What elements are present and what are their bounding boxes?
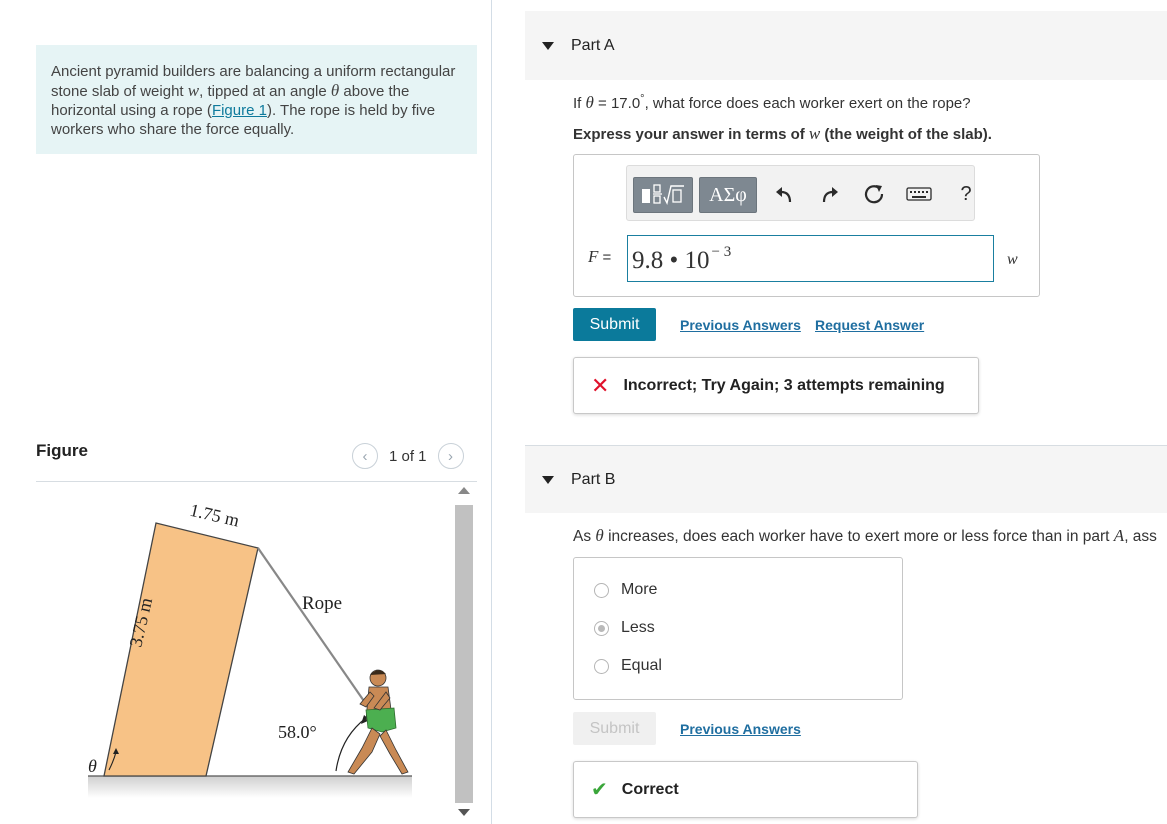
undo-icon[interactable]	[771, 180, 797, 208]
answer-box	[573, 154, 1040, 297]
problem-statement	[36, 45, 477, 154]
var-w: w	[187, 81, 200, 100]
figure-scrollbar[interactable]	[454, 483, 474, 824]
answer-label: F =	[588, 247, 612, 266]
check-icon: ✔	[591, 779, 608, 801]
part-b-feedback	[573, 761, 918, 818]
keyboard-icon[interactable]	[905, 180, 933, 208]
scroll-up-icon[interactable]	[458, 487, 470, 494]
label-rope: Rope	[302, 593, 343, 614]
greek-symbols-button[interactable]: ΑΣφ	[699, 177, 757, 213]
problem-text-b: , tipped at an angle	[199, 83, 331, 100]
option-equal[interactable]: Equal	[594, 657, 662, 675]
collapse-triangle-icon	[542, 42, 554, 50]
var-theta: θ	[330, 81, 340, 100]
slab-diagram	[36, 482, 448, 824]
figure-canvas	[36, 482, 448, 824]
figure-title: Figure	[36, 441, 88, 460]
part-b-previous-answers-link[interactable]: Previous Answers	[680, 721, 801, 737]
figure-pager	[352, 443, 464, 469]
redo-icon[interactable]	[817, 180, 843, 208]
answer-input[interactable]: 9.8 • 10 $^{- 3}$	[627, 235, 994, 282]
ground	[88, 776, 412, 798]
right-panel	[492, 0, 1167, 824]
problem-text-a: Ancient pyramid builders are balancing a uniform rectangular stone slab of weight	[51, 63, 456, 100]
part-b-header[interactable]	[525, 446, 1167, 513]
part-a-feedback	[573, 357, 979, 414]
request-answer-link[interactable]: Request Answer	[815, 317, 925, 333]
chevron-right-icon: ›	[448, 447, 454, 465]
scroll-down-icon[interactable]	[458, 809, 470, 816]
part-b-options	[573, 557, 903, 700]
part-b-submit-button[interactable]: Submit	[573, 712, 656, 745]
part-a-submit-button[interactable]: Submit	[573, 308, 656, 341]
math-toolbar	[626, 165, 975, 221]
label-angle: 58.0°	[278, 722, 317, 742]
stone-slab	[104, 523, 258, 776]
label-width: 1.75 m	[187, 499, 242, 531]
rope	[258, 548, 366, 704]
part-b-feedback-text: Correct	[621, 780, 679, 798]
radio-more[interactable]	[594, 583, 609, 598]
next-figure-button[interactable]	[438, 443, 464, 469]
fraction-root-icon	[640, 183, 686, 207]
part-a-header[interactable]	[525, 11, 1167, 80]
part-a-title: Part A	[571, 36, 615, 54]
var-theta: θ	[595, 526, 604, 545]
reset-icon[interactable]	[861, 180, 887, 208]
templates-button[interactable]	[633, 177, 693, 213]
var-theta: θ	[585, 93, 594, 112]
option-more[interactable]: More	[594, 581, 657, 599]
radio-less[interactable]	[594, 621, 609, 636]
left-panel	[0, 0, 492, 824]
part-a-previous-answers-link[interactable]: Previous Answers	[680, 317, 801, 333]
worker-figure	[348, 670, 408, 774]
help-icon[interactable]: ?	[960, 182, 972, 205]
part-a-instruction: Express your answer in terms of w (the weight of the slab).	[573, 124, 992, 143]
part-b-title: Part B	[571, 470, 616, 488]
option-less[interactable]: Less	[594, 619, 655, 637]
prev-figure-button[interactable]	[352, 443, 378, 469]
var-w: w	[808, 124, 821, 143]
part-b-question: As θ increases, does each worker have to exert more or less force than in part A, ass	[573, 526, 1157, 545]
part-a-question: If θ = 17.0°, what force does each worker exert on the rope?	[573, 93, 971, 112]
chevron-left-icon: ‹	[362, 447, 368, 465]
figure-page-count: 1 of 1	[389, 447, 427, 465]
problem-text-c: above the horizontal using a rope (	[51, 83, 410, 119]
part-a-feedback-text: Incorrect; Try Again; 3 attempts remaining	[623, 376, 945, 394]
scroll-thumb[interactable]	[455, 505, 473, 803]
figure-link[interactable]: Figure 1	[211, 102, 267, 119]
answer-unit: w	[1007, 251, 1018, 268]
radio-equal[interactable]	[594, 659, 609, 674]
label-theta: θ	[88, 756, 97, 776]
collapse-triangle-icon	[542, 476, 554, 484]
problem-text-d: ). The rope is held by five workers who share the force equally.	[51, 102, 436, 138]
incorrect-x-icon: ✕	[591, 372, 610, 398]
label-height: 3.75 m	[125, 595, 157, 649]
